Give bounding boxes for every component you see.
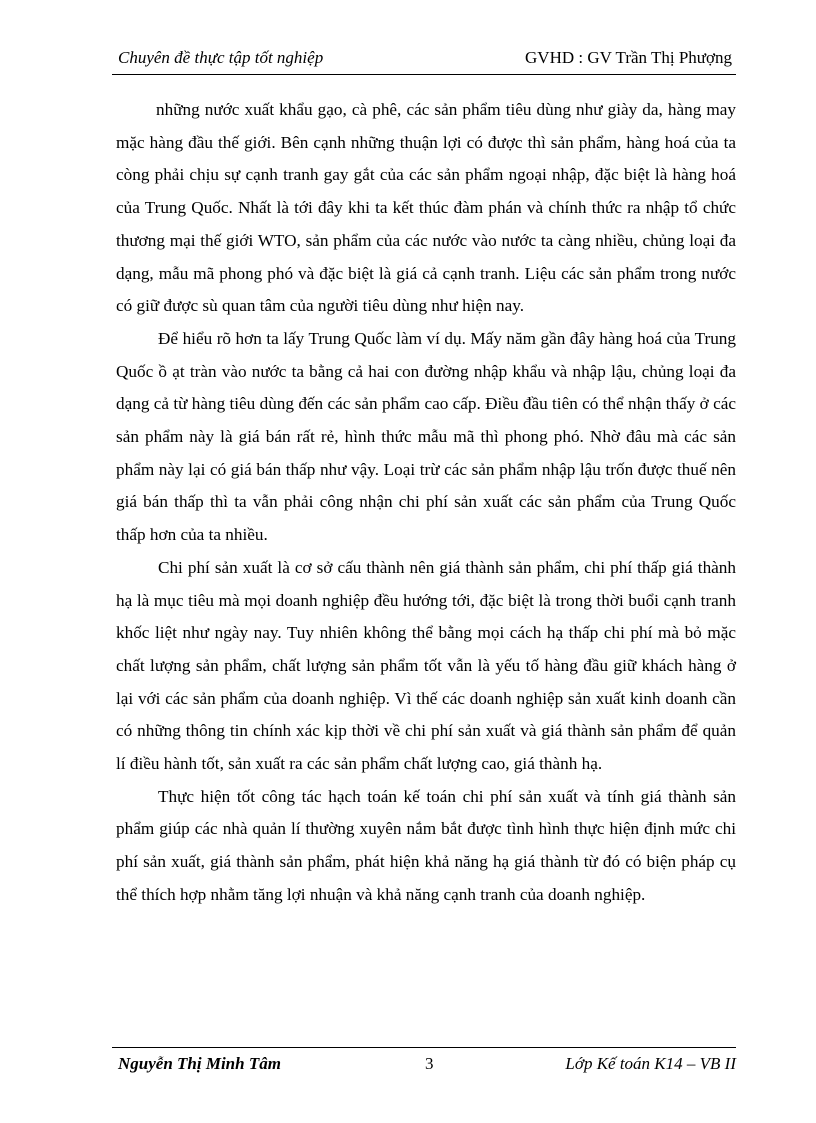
paragraph: Thực hiện tốt công tác hạch toán kế toán chi phí sản xuất và tính giá thành sản phẩm giúp các nhà quản lí thường xuyên nắm bắt được tình hình thực hiện định mức chi phí sản xuất, giá thành sản phẩm, phát hiện khả năng hạ giá thành từ đó có biện pháp cụ thể thích hợp nhằm tăng lợi nhuận và khả năng cạnh tranh của doanh nghiệp. (116, 786, 736, 904)
footer-divider (112, 1047, 736, 1048)
footer-class: Lớp Kế toán K14 – VB II (565, 1054, 736, 1073)
footer-author: Nguyễn Thị Minh Tâm (118, 1054, 281, 1073)
paragraph: Chi phí sản xuất là cơ sở cấu thành nên giá thành sản phẩm, chi phí thấp giá thành hạ là mục tiêu mà mọi doanh nghiệp đều hướng tới, đặc biệt là trong thời buổi cạnh tranh khốc liệt như ngày nay. Tuy nhiên không thể bằng mọi cách hạ thấp chi phí mà bỏ mặc chất lượng sản phẩm, chất lượng sản phẩm tốt vẫn là yếu tố hàng đầu giữ khách hàng ở lại với các sản phẩm của doanh nghiệp. Vì thế các doanh nghiệp sản xuất kinh doanh cần có những thông tin chính xác kịp thời về chi phí sản xuất và giá thành sản phẩm để quản lí điều hành tốt, sản xuất ra các sản phẩm chất lượng cao, giá thành hạ. (116, 557, 736, 774)
page-header (96, 48, 732, 72)
header-document-title: Chuyên đề thực tập tốt nghiệp (118, 48, 324, 67)
header-divider (112, 74, 736, 75)
paragraph: những nước xuất khẩu gạo, cà phê, các sản phẩm tiêu dùng như giày da, hàng may mặc hàng đầu thế giới. Bên cạnh những thuận lợi có được thì sản phẩm, hàng hoá của ta còng phải chịu sự cạnh tranh gay gắt của các sản phẩm ngoại nhập, đặc biệt là hàng hoá của Trung Quốc. Nhất là tới đây khi ta kết thúc đàm phán và chính thức ra nhập tổ chức thương mại thế giới WTO, sản phẩm của các nước vào nước ta càng nhiều, chủng loại đa dạng, mẫu mã phong phó và đặc biệt là giá cả cạnh tranh. Liệu các sản phẩm trong nước có giữ được sù quan tâm của người tiêu dùng như hiện nay. (116, 100, 736, 316)
paragraph: Để hiểu rõ hơn ta lấy Trung Quốc làm ví dụ. Mấy năm gần đây hàng hoá của Trung Quốc ồ ạt tràn vào nước ta bằng cả hai con đường nhập khẩu và nhập lậu, chủng loại đa dạng cả từ hàng tiêu dùng đến các sản phẩm cao cấp. Điều đầu tiên có thể nhận thấy ở các sản phẩm này là giá bán rất rẻ, hình thức mẫu mã thì phong phó. Nhờ đâu mà các sản phẩm này lại có giá bán thấp như vậy. Loại trừ các sản phẩm nhập lậu trốn được thuế nên giá bán thấp thì ta vẫn phải công nhận chi phí sản xuất các sản phẩm của Trung Quốc thấp hơn của ta nhiều. (116, 328, 736, 545)
header-supervisor: GVHD : GV Trần Thị Phượng (525, 48, 732, 67)
page-body (116, 94, 736, 912)
page-number: 3 (425, 1054, 434, 1073)
page-footer (112, 1054, 736, 1078)
